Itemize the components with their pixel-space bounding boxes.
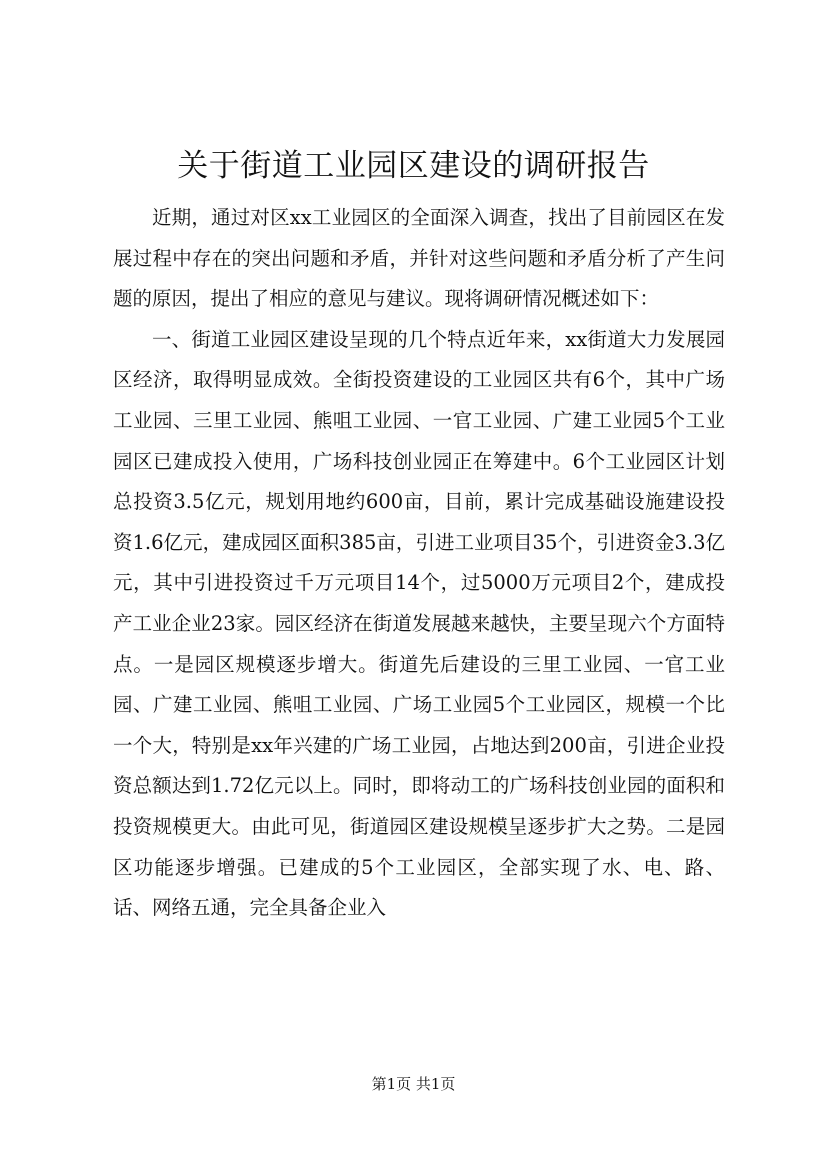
page-number-footer: 第1页 共1页 [371, 1075, 456, 1093]
section-one-paragraph: 一、街道工业园区建设呈现的几个特点近年来，xx街道大力发展园区经济，取得明显成效。全街投资建设的工业园区共有6个，其中广场工业园、三里工业园、熊咀工业园、一官工业园、广建工业园5个工业园区已建成投入使用，广场科技创业园正在筹建中。6个工业园区计划总投资3.5亿元，规划用地约600亩，目前，累计完成基础设施建设投资1.6亿元，建成园区面积385亩，引进工业项目35个，引进资金3.3亿元，其中引进投资过千万元项目14个，过5000万元项目2个，建成投产工业企业23家。园区经济在街道发展越来越快，主要呈现六个方面特点。一是园区规模逐步增大。街道先后建设的三里工业园、一官工业园、广建工业园、熊咀工业园、广场工业园5个工业园区，规模一个比一个大，特别是xx年兴建的广场工业园，占地达到200亩，引进企业投资总额达到1.72亿元以上。同时，即将动工的广场科技创业园的面积和投资规模更大。由此可见，街道园区建设规模呈逐步扩大之势。二是园区功能逐步增强。已建成的5个工业园区，全部实现了水、电、路、话、网络五通，完全具备企业入 [113, 327, 725, 920]
document-body [113, 198, 725, 929]
intro-paragraph: 近期，通过对区xx工业园区的全面深入调查，找出了目前园区在发展过程中存在的突出问题和矛盾，并针对这些问题和矛盾分析了产生问题的原因，提出了相应的意见与建议。现将调研情况概述如下： [113, 206, 725, 311]
document-title: 关于街道工业园区建设的调研报告 [177, 148, 650, 184]
